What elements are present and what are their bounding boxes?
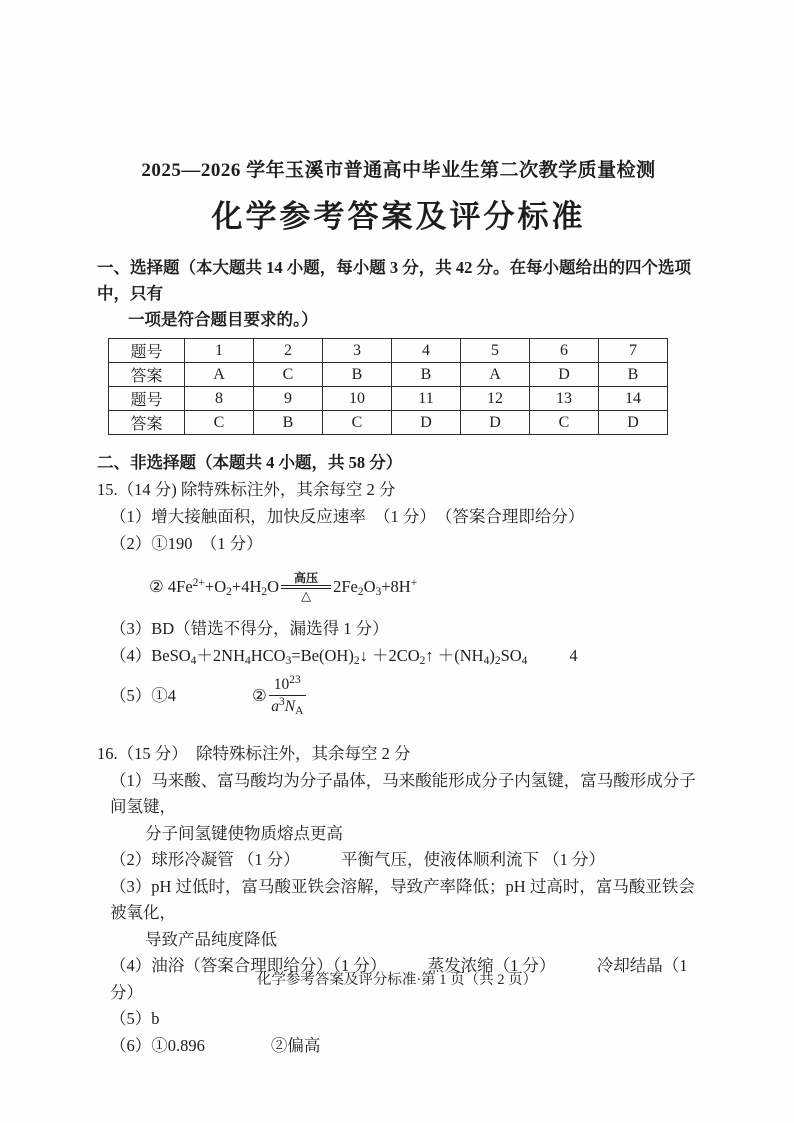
section2-heading: 二、非选择题（本题共 4 小题，共 58 分） xyxy=(97,453,403,472)
q16-item4: （4）油浴（答案合理即给分）（1 分） 蒸发浓缩（1 分） 冷却结晶（1 分） xyxy=(110,956,688,1002)
formula-segment: 2 xyxy=(226,586,232,598)
formula-segment: +O xyxy=(204,577,227,596)
q15-item5 xyxy=(97,671,700,719)
formula-segment: 3 xyxy=(278,695,285,708)
q16-item1 xyxy=(97,768,700,848)
formula-segment: +8H xyxy=(381,577,411,596)
formula-segment: 4 xyxy=(245,655,251,667)
answer-cell: 1 xyxy=(185,339,254,363)
q15-item5-circled2: ② xyxy=(252,685,267,705)
equation-left-side xyxy=(149,577,279,597)
condition-above: 高压 xyxy=(294,570,319,585)
row-header-cell: 题号 xyxy=(109,339,185,363)
formula-segment: 4 xyxy=(190,655,197,667)
reaction-condition xyxy=(281,572,331,603)
formula-segment: 4 xyxy=(521,655,528,667)
page-content xyxy=(97,0,700,1059)
answer-cell: D xyxy=(461,411,530,435)
formula-segment: HCO xyxy=(250,646,286,665)
section1-heading-line2: 一项是符合题目要求的。） xyxy=(128,310,318,329)
formula-segment: 2+ xyxy=(192,577,205,589)
fraction-numerator xyxy=(269,675,306,696)
formula-segment: 2 xyxy=(261,586,268,598)
q16-item6: （6）①0.896 ②偏高 xyxy=(110,1035,321,1055)
formula-segment: N xyxy=(284,697,296,715)
formula-segment: + xyxy=(410,577,418,589)
fraction xyxy=(269,675,306,716)
q15-chemical-equation xyxy=(149,565,700,609)
answer-cell: 6 xyxy=(530,339,599,363)
answer-cell: D xyxy=(392,411,461,435)
answer-cell: C xyxy=(323,411,392,435)
q15-item5-label: （5）①4 xyxy=(110,685,176,705)
q16-item1-line1: （1）马来酸、富马酸均为分子晶体，马来酸能形成分子内氢键，富马酸形成分子间氢键， xyxy=(110,770,696,816)
q16-item5: （5）b xyxy=(110,1009,160,1028)
formula-segment: 3 xyxy=(375,586,382,598)
row-header-cell: 答案 xyxy=(109,411,185,435)
q16-title: 16.（15 分） 除特殊标注外，其余每空 2 分 xyxy=(97,744,411,763)
answer-cell: 10 xyxy=(323,387,392,411)
condition-below: △ xyxy=(301,587,312,603)
formula-segment: 2 xyxy=(494,655,501,667)
answer-cell: C xyxy=(530,411,599,435)
answer-cell: 4 xyxy=(392,339,461,363)
answer-cell: D xyxy=(599,411,668,435)
q15-item4-label: （4） xyxy=(110,646,152,665)
answer-cell: B xyxy=(392,363,461,387)
answer-cell: C xyxy=(185,411,254,435)
formula-segment: 10 xyxy=(273,675,290,693)
table-row xyxy=(109,363,668,387)
formula-segment: ② 4Fe xyxy=(149,577,193,596)
answer-cell: 12 xyxy=(461,387,530,411)
answer-cell: 13 xyxy=(530,387,599,411)
formula-segment: a xyxy=(271,697,279,715)
formula-segment: 3 xyxy=(285,655,292,667)
section1-heading-line1: 一、选择题（本大题共 14 小题，每小题 3 分，共 42 分。在每小题给出的四个选项中，只有 xyxy=(97,258,691,303)
answer-cell: B xyxy=(599,363,668,387)
row-header-cell: 题号 xyxy=(109,387,185,411)
table-row xyxy=(109,387,668,411)
formula-segment: A xyxy=(295,704,304,717)
question-16 xyxy=(97,741,700,1059)
equation-right-side xyxy=(333,577,417,597)
answer-cell: 2 xyxy=(254,339,323,363)
exam-session-header: 2025—2026 学年玉溪市普通高中毕业生第二次教学质量检测 xyxy=(141,160,656,181)
answer-cell: A xyxy=(461,363,530,387)
row-header-cell: 答案 xyxy=(109,363,185,387)
q16-item3-line1: （3）pH 过低时，富马酸亚铁会溶解，导致产率降低；pH 过高时，富马酸亚铁会被氧化， xyxy=(110,876,695,922)
answer-cell: C xyxy=(254,363,323,387)
q15-item1: （1）增大接触面积，加快反应速率 （1 分） （答案合理即给分） xyxy=(110,507,585,526)
question-15 xyxy=(97,476,700,719)
q16-item3-line2: 导致产品纯度降低 xyxy=(145,929,277,949)
page-title: 化学参考答案及评分标准 xyxy=(211,199,586,234)
page-footer: 化学参考答案及评分标准·第 1 页（共 2 页） xyxy=(256,972,538,988)
q15-item4 xyxy=(97,642,700,669)
q15-item4-score: 4 xyxy=(569,646,578,665)
fraction-denominator xyxy=(271,696,303,716)
formula-segment: 2Fe xyxy=(333,577,358,596)
answer-cell: 9 xyxy=(254,387,323,411)
answer-cell: D xyxy=(530,363,599,387)
answer-cell: 7 xyxy=(599,339,668,363)
formula-segment: ＋2NH xyxy=(196,646,246,665)
formula-segment: BeSO xyxy=(151,646,191,665)
formula-segment: O xyxy=(363,577,376,596)
table-row xyxy=(109,339,668,363)
formula-segment: 2 xyxy=(353,655,360,667)
answer-cell: B xyxy=(323,363,392,387)
q16-item1-line2: 分子间氢键使物质熔点更高 xyxy=(145,823,343,843)
answer-table xyxy=(108,338,668,435)
q16-item2: （2）球形冷凝管 （1 分） 平衡气压，使液体顺利流下 （1 分） xyxy=(110,850,605,869)
formula-segment: 4 xyxy=(483,655,490,667)
q16-item3 xyxy=(97,874,700,954)
table-row xyxy=(109,411,668,435)
formula-segment: +4H xyxy=(231,577,262,596)
formula-segment: ) xyxy=(489,646,495,665)
formula-segment: 2 xyxy=(419,655,426,667)
answer-cell: 11 xyxy=(392,387,461,411)
q15-item3: （3）BD（错选不得分，漏选得 1 分） xyxy=(110,619,389,638)
answer-cell: B xyxy=(254,411,323,435)
answer-cell: 5 xyxy=(461,339,530,363)
q15-title: 15.（14 分) 除特殊标注外，其余每空 2 分 xyxy=(97,480,396,499)
answer-table-body xyxy=(109,339,668,435)
answer-cell: 3 xyxy=(323,339,392,363)
answer-cell: A xyxy=(185,363,254,387)
section1-heading xyxy=(97,255,700,333)
q15-item4-equation xyxy=(151,646,527,665)
formula-segment: O xyxy=(267,577,280,596)
answer-cell: 8 xyxy=(185,387,254,411)
formula-segment: ↑ ＋(NH xyxy=(425,646,484,665)
formula-segment: 23 xyxy=(289,673,301,686)
formula-segment: ↓ ＋2CO xyxy=(359,646,420,665)
formula-segment: SO xyxy=(500,646,522,665)
q15-item2: （2）①190 （1 分） xyxy=(110,534,263,553)
answer-cell: 14 xyxy=(599,387,668,411)
formula-segment: 2 xyxy=(357,586,364,598)
formula-segment: =Be(OH) xyxy=(291,646,354,665)
